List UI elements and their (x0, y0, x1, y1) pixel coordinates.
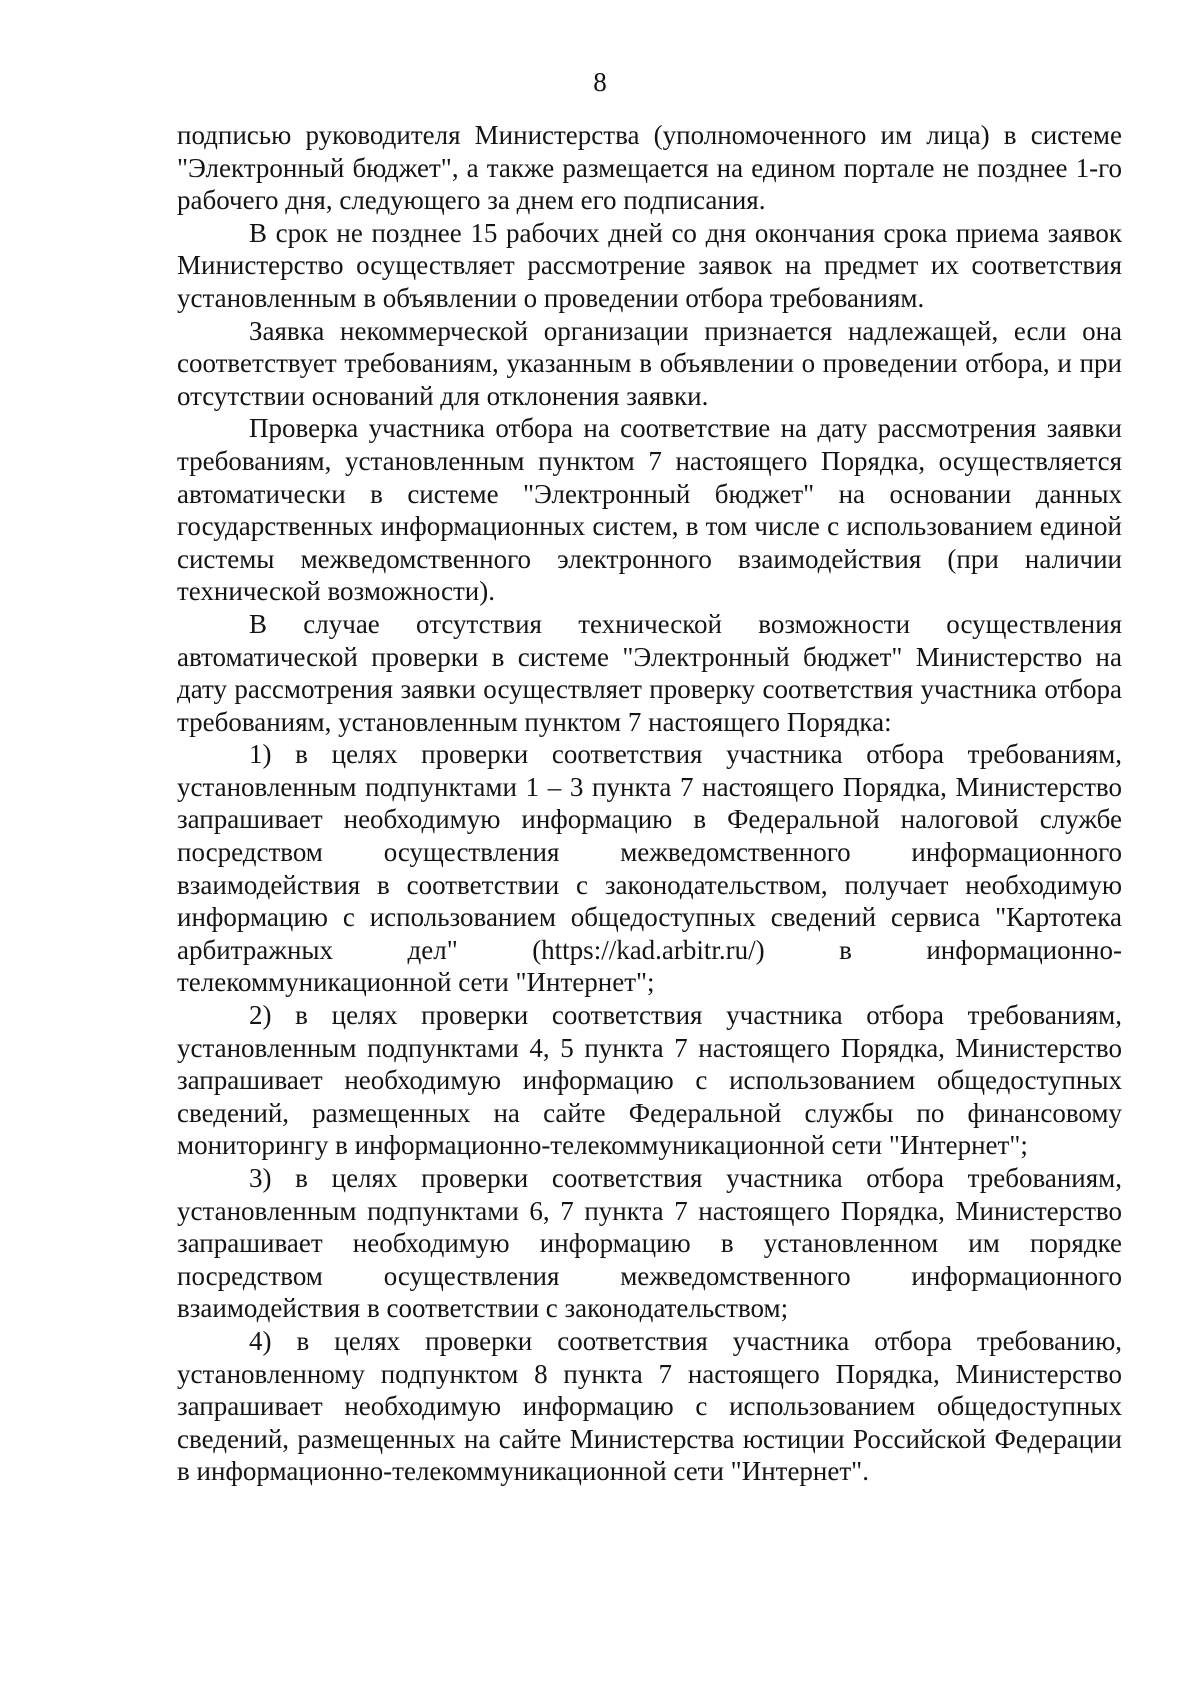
list-item-2: 2) в целях проверки соответствия участника отбора требованиям, установленным подпунктами 4, 5 пункта 7 настоящего Порядка, Министерство запрашивает необходимую информацию с использованием общедоступных сведений, размещенных на сайте Федеральной службы по финансовому мониторингу в информационно-телекоммуникационной сети "Интернет"; (177, 1000, 1122, 1161)
paragraph-continuation: подписью руководителя Министерства (уполномоченного им лица) в системе "Электронный бюджет", а также размещается на едином портале не позднее 1-го рабочего дня, следующего за днем его подписания. (177, 120, 1122, 216)
paragraph-automatic-check: Проверка участника отбора на соответствие на дату рассмотрения заявки требованиям, установленным пунктом 7 настоящего Порядка, осуществляется автоматически в системе "Электронный бюджет" на основании данных государственных информационных систем, в том числе с использованием единой системы межведомственного электронного взаимодействия (при наличии технической возможности). (177, 413, 1122, 607)
page-number: 8 (593, 67, 607, 97)
paragraph-manual-check: В случае отсутствия технической возможности осуществления автоматической проверки в системе "Электронный бюджет" Министерство на дату рассмотрения заявки осуществляет проверку соответствия участника отбора требованиям, установленным пунктом 7 настоящего Порядка: (177, 608, 1122, 737)
document-body (177, 119, 1122, 1488)
list-item-3: 3) в целях проверки соответствия участника отбора требованиям, установленным подпунктами 6, 7 пункта 7 настоящего Порядка, Министерство запрашивает необходимую информацию в установленном им порядке посредством осуществления межведомственного информационного взаимодействия в соответствии с законодательством; (177, 1163, 1122, 1324)
list-item-4: 4) в целях проверки соответствия участника отбора требованию, установленному подпунктом 8 пункта 7 настоящего Порядка, Министерство запрашивает необходимую информацию с использованием общедоступных сведений, размещенных на сайте Министерства юстиции Российской Федерации в информационно-телекоммуникационной сети "Интернет". (177, 1325, 1122, 1487)
paragraph-review-deadline: В срок не позднее 15 рабочих дней со дня окончания срока приема заявок Министерство осуществляет рассмотрение заявок на предмет их соответствия установленным в объявлении о проведении отбора требованиям. (177, 217, 1122, 313)
paragraph-application-valid: Заявка некоммерческой организации признается надлежащей, если она соответствует требованиям, указанным в объявлении о проведении отбора, и при отсутствии оснований для отклонения заявки. (177, 315, 1122, 411)
list-item-1: 1) в целях проверки соответствия участника отбора требованиям, установленным подпунктами 1 – 3 пункта 7 настоящего Порядка, Министерство запрашивает необходимую информацию в Федеральной налоговой службе посредством осуществления межведомственного информационного взаимодействия в соответствии с законодательством, получает необходимую информацию с использованием общедоступных сведений сервиса "Картотека арбитражных дел" (https://kad.arbitr.ru/) в информационно-телекоммуникационной сети "Интернет"; (177, 739, 1122, 998)
